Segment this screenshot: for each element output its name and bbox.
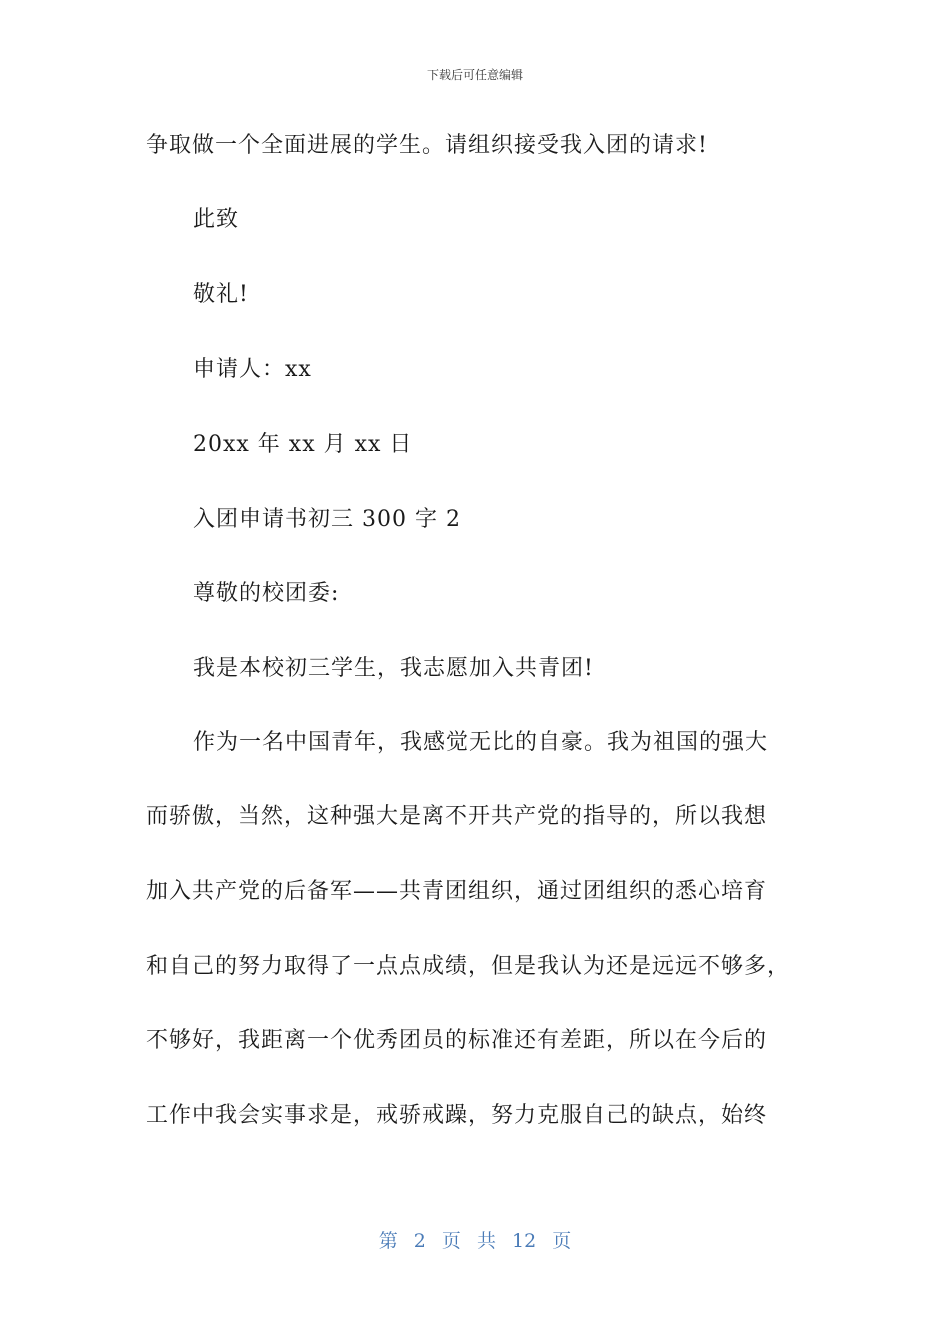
body-line: 申请人：xx — [193, 357, 312, 382]
body-line: 入团申请书初三 300 字 2 — [193, 507, 461, 532]
body-line: 不够好，我距离一个优秀团员的标准还有差距，所以在今后的 — [146, 1028, 768, 1053]
body-line: 工作中我会实事求是，戒骄戒躁，努力克服自己的缺点，始终 — [146, 1103, 768, 1128]
body-line: 争取做一个全面进展的学生。请组织接受我入团的请求! — [146, 133, 708, 158]
body-line: 和自己的努力取得了一点点成绩，但是我认为还是远远不够多， — [146, 954, 791, 979]
body-line: 此致 — [193, 207, 240, 232]
body-line: 20xx 年 xx 月 xx 日 — [193, 432, 413, 457]
body-line: 作为一名中国青年，我感觉无比的自豪。我为祖国的强大 — [193, 730, 769, 755]
body-line: 敬礼! — [193, 282, 249, 307]
body-line: 而骄傲，当然，这种强大是离不开共产党的指导的，所以我想 — [146, 804, 768, 829]
body-line: 我是本校初三学生，我志愿加入共青团! — [193, 656, 594, 681]
page-footer: 第 2 页 共 12 页 — [378, 1230, 572, 1252]
body-line: 加入共产党的后备军——共青团组织，通过团组织的悉心培育 — [146, 879, 768, 904]
page-header: 下载后可任意编辑 — [426, 68, 523, 82]
body-line: 尊敬的校团委: — [193, 581, 340, 606]
